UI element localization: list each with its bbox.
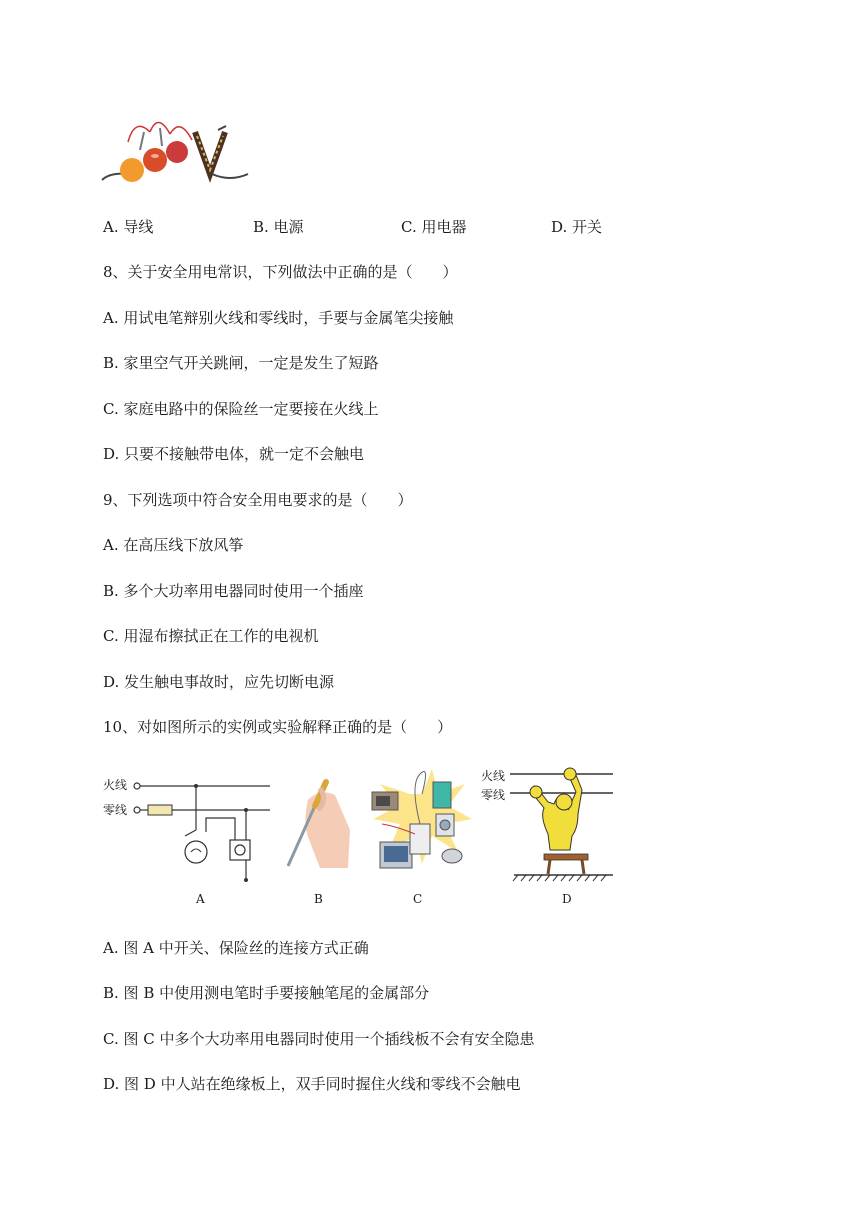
q7-option-b: B. 电源 <box>253 218 304 236</box>
q10-option-b: B. 图 B 中使用测电笔时手要接触笔尾的金属部分 <box>103 984 430 1002</box>
q9-option-d: D. 发生触电事故时，应先切断电源 <box>103 673 335 691</box>
figure-d-neutral-label: 零线 <box>481 788 506 802</box>
person-on-stool <box>478 762 618 882</box>
figure-a <box>100 770 280 890</box>
figure-label-a: A <box>196 892 205 906</box>
figure-d <box>478 762 618 882</box>
figure-a-neutral-label: 零线 <box>103 803 128 817</box>
q10-option-a: A. 图 A 中开关、保险丝的连接方式正确 <box>103 939 369 957</box>
q8-option-b: B. 家里空气开关跳闸，一定是发生了短路 <box>103 354 379 372</box>
q10-stem: 10、对如图所示的实例或实验解释正确的是（ ） <box>103 718 453 736</box>
figure-b-test-pen <box>280 770 355 870</box>
figure-label-b: B <box>314 892 323 906</box>
circuit-diagram <box>100 770 280 890</box>
figure-label-c: C <box>413 892 423 906</box>
q9-stem: 9、下列选项中符合安全用电要求的是（ ） <box>103 491 413 509</box>
q8-option-a: A. 用试电笔辩别火线和零线时，手要与金属笔尖接触 <box>103 309 454 327</box>
q7-option-c: C. 用电器 <box>401 218 467 236</box>
q9-option-c: C. 用湿布擦拭正在工作的电视机 <box>103 627 319 645</box>
q7-option-d: D. 开关 <box>551 218 603 236</box>
figure-d-live-label: 火线 <box>481 769 506 783</box>
q9-option-a: A. 在高压线下放风筝 <box>103 536 244 554</box>
q10-option-c: C. 图 C 中多个大功率用电器同时使用一个插线板不会有安全隐患 <box>103 1030 535 1048</box>
q7-option-a: A. 导线 <box>103 218 154 236</box>
q8-option-d: D. 只要不接触带电体，就一定不会触电 <box>103 445 365 463</box>
q8-stem: 8、关于安全用电常识，下列做法中正确的是（ ） <box>103 263 458 281</box>
figure-a-live-label: 火线 <box>103 778 128 792</box>
q8-option-c: C. 家庭电路中的保险丝一定要接在火线上 <box>103 400 379 418</box>
q9-option-b: B. 多个大功率用电器同时使用一个插座 <box>103 582 364 600</box>
q10-option-d: D. 图 D 中人站在绝缘板上，双手同时握住火线和零线不会触电 <box>103 1075 521 1093</box>
figure-c-overloaded-outlet <box>370 764 475 879</box>
figure-label-d: D <box>562 892 572 906</box>
fruit-battery-image <box>100 112 250 187</box>
